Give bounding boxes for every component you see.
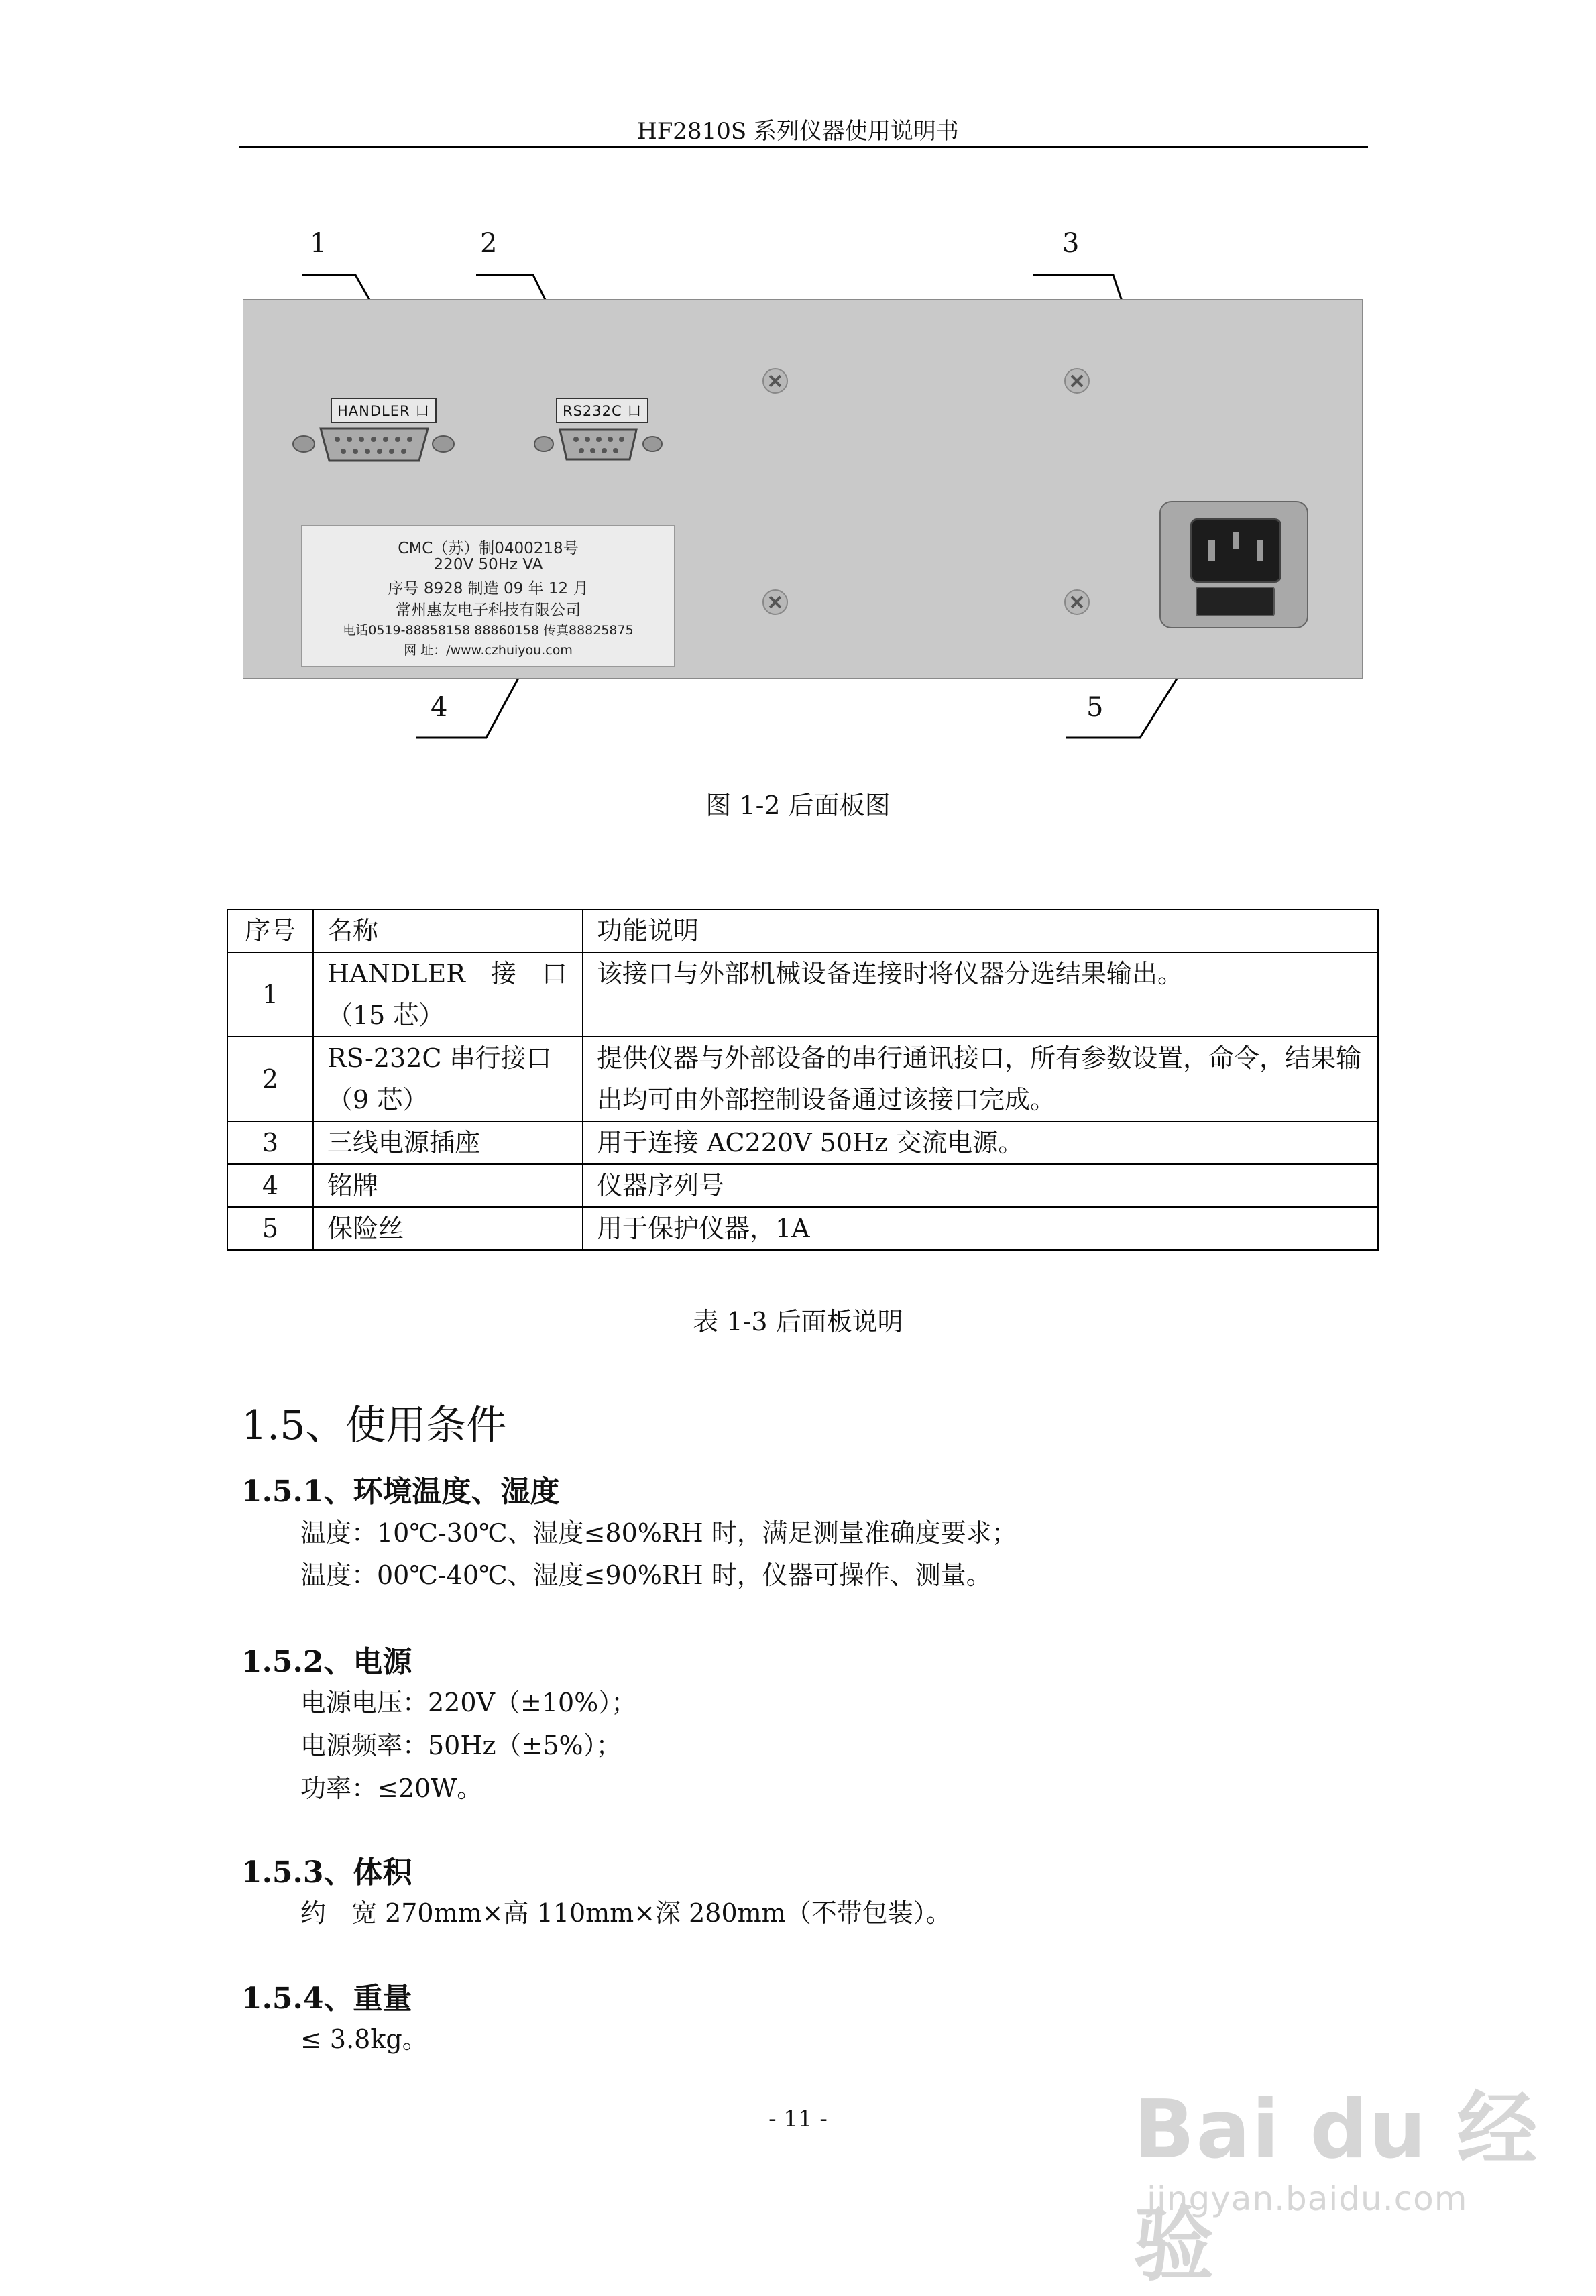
figure-caption: 图 1-2 后面板图	[705, 791, 891, 820]
volume-line: 约 宽 270mm×高 110mm×深 280mm（不带包装）。	[300, 1898, 952, 1928]
callout-1: 1	[310, 228, 327, 259]
weight-line: ≤ 3.8kg。	[300, 2024, 428, 2054]
table-cell-name: 三线电源插座	[313, 1121, 583, 1164]
nameplate-rating: 220V 50Hz VA	[433, 556, 543, 573]
header-title: HF2810S 系列仪器使用说明书	[637, 118, 959, 145]
table-cell-no: 2	[227, 1037, 313, 1121]
rs232-port-label: RS232C 口	[556, 398, 648, 423]
rear-panel-photo	[243, 299, 1363, 679]
table-cell-desc: 用于保护仪器，1A	[583, 1207, 1378, 1250]
table-cell-desc: 该接口与外部机械设备连接时将仪器分选结果输出。	[583, 952, 1378, 1037]
table-cell-no: 1	[227, 952, 313, 1037]
power-line: 功率：≤20W。	[300, 1774, 483, 1803]
table-row	[227, 1121, 1378, 1164]
nameplate-serial: 序号 8928 制造 09 年 12 月	[388, 580, 589, 597]
table-cell-name: 保险丝	[313, 1207, 583, 1250]
handler-port-connector	[290, 420, 458, 467]
subsection-title-weight: 1.5.4、重量	[241, 1982, 412, 2016]
table-row	[227, 1207, 1378, 1250]
power-inlet-socket	[1159, 501, 1308, 628]
callout-5: 5	[1086, 692, 1104, 723]
rear-panel-figure	[0, 228, 1596, 764]
table-header-row	[227, 909, 1378, 952]
baidu-jingyan-watermark	[1133, 2065, 1576, 2292]
callout-4: 4	[431, 692, 448, 723]
nameplate-website: 网 址：/www.czhuiyou.com	[404, 643, 573, 658]
nameplate-cert: CMC（苏）制0400218号	[398, 540, 579, 557]
table-cell-no: 5	[227, 1207, 313, 1250]
callout-3: 3	[1062, 228, 1080, 259]
screw-icon	[762, 368, 788, 394]
table-cell-name: HANDLER 接 口（15 芯）	[313, 952, 583, 1037]
table-cell-desc: 提供仪器与外部设备的串行通讯接口，所有参数设置，命令，结果输出均可由外部控制设备通过该接口完成。	[583, 1037, 1378, 1121]
subsection-title-volume: 1.5.3、体积	[241, 1855, 412, 1890]
callout-2: 2	[480, 228, 498, 259]
screw-icon	[762, 589, 788, 615]
screw-icon	[1064, 589, 1090, 615]
table-header-cell: 功能说明	[583, 909, 1378, 952]
screw-icon	[1064, 368, 1090, 394]
table-row	[227, 1164, 1378, 1207]
watermark-logo: Bai du 经验	[1133, 2083, 1539, 2292]
page-number: - 11 -	[768, 2106, 828, 2132]
fuse-holder-icon	[1196, 587, 1275, 616]
nameplate	[301, 525, 675, 667]
table-cell-name: 铭牌	[313, 1164, 583, 1207]
table-header-cell: 序号	[227, 909, 313, 952]
table-row	[227, 1037, 1378, 1121]
table-cell-desc: 用于连接 AC220V 50Hz 交流电源。	[583, 1121, 1378, 1164]
subsection-title-power: 1.5.2、电源	[241, 1645, 412, 1679]
subsection-title-environment: 1.5.1、环境温度、湿度	[241, 1475, 560, 1509]
section-title: 1.5、使用条件	[241, 1402, 507, 1449]
table-header-cell: 名称	[313, 909, 583, 952]
rear-panel-table	[227, 909, 1379, 1251]
header-rule	[239, 146, 1368, 148]
power-line: 电源频率：50Hz（±5%）；	[300, 1731, 622, 1760]
environment-line: 温度：00℃-40℃、湿度≤90%RH 时，仪器可操作、测量。	[300, 1560, 992, 1590]
nameplate-company: 常州惠友电子科技有限公司	[396, 601, 581, 619]
watermark-url: jingyan.baidu.com	[1147, 2179, 1468, 2218]
table-cell-name: RS-232C 串行接口（9 芯）	[313, 1037, 583, 1121]
table-caption: 表 1-3 后面板说明	[693, 1307, 903, 1336]
power-socket-icon	[1190, 518, 1281, 583]
handler-port-label: HANDLER 口	[331, 398, 437, 423]
nameplate-phone: 电话0519-88858158 88860158 传真88825875	[343, 623, 634, 638]
power-line: 电源电压：220V（±10%）；	[300, 1688, 637, 1717]
environment-line: 温度：10℃-30℃、湿度≤80%RH 时，满足测量准确度要求；	[300, 1518, 1017, 1548]
table-row	[227, 952, 1378, 1037]
table-cell-no: 3	[227, 1121, 313, 1164]
table-cell-desc: 仪器序列号	[583, 1164, 1378, 1207]
table-cell-no: 4	[227, 1164, 313, 1207]
rs232-port-connector	[532, 420, 666, 467]
